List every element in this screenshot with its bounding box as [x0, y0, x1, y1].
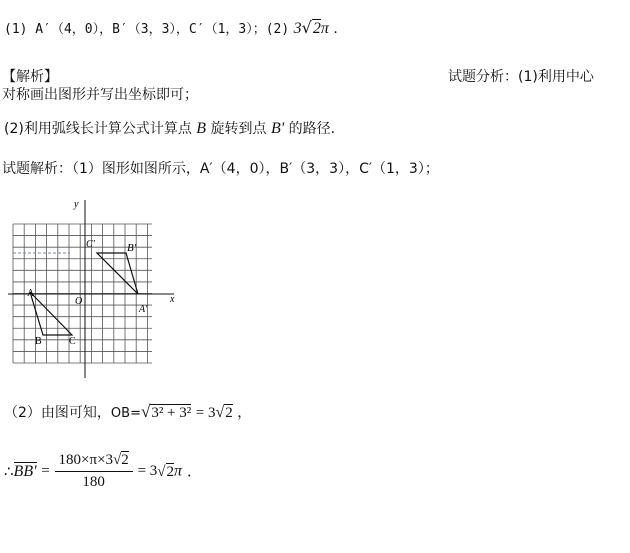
final-line: ∴BB' = $\frac{180\times\pi\times 3√2}{180}$ = 3√2π .	[4, 452, 192, 490]
label-c-prime: C'	[86, 239, 95, 250]
label-c: C	[69, 336, 76, 347]
solution-line1: 试题解析：（1）图形如图所示，A′（4，0），B′（3，3），C′（1，3）；	[2, 161, 439, 177]
answer-line	[4, 18, 338, 38]
point-b: B	[196, 120, 207, 137]
label-b-prime: B'	[127, 242, 137, 254]
arc-bb-prime: BB'	[13, 462, 37, 480]
answer-sqrt: √2	[301, 18, 321, 37]
step2-line: （2）由图可知，OB=√3² + 3² = 3√2 ，	[4, 402, 252, 421]
ob-sqrt: √3² + 3²	[140, 402, 192, 421]
label-b: B	[35, 336, 42, 347]
answer-end: .	[333, 21, 338, 37]
coordinate-figure	[8, 196, 178, 386]
y-axis-label: y	[74, 199, 79, 210]
answer-coef: 3	[293, 20, 302, 37]
point-b-prime: B'	[270, 120, 285, 137]
label-a-prime: A'	[139, 304, 148, 315]
origin-label: O	[75, 296, 83, 307]
answer-pi: π	[320, 20, 329, 37]
analysis-right-text: 试题分析：(1)利用中心	[448, 69, 594, 85]
label-a: A	[27, 288, 35, 299]
arc-fraction: $\frac{180\times\pi\times 3√2}{180}$	[55, 452, 133, 491]
analysis-header: 【解析】	[2, 69, 58, 85]
answer-part1: (1) A′（4，0），B′（3，3），C′（1，3）；(2)	[4, 22, 290, 37]
analysis-line2: 对称画出图形并写出坐标即可；	[2, 87, 198, 103]
x-axis-label: x	[170, 294, 175, 305]
analysis-line3: (2)利用弧线长计算公式计算点 B 旋转到点 B' 的路径.	[4, 120, 336, 137]
